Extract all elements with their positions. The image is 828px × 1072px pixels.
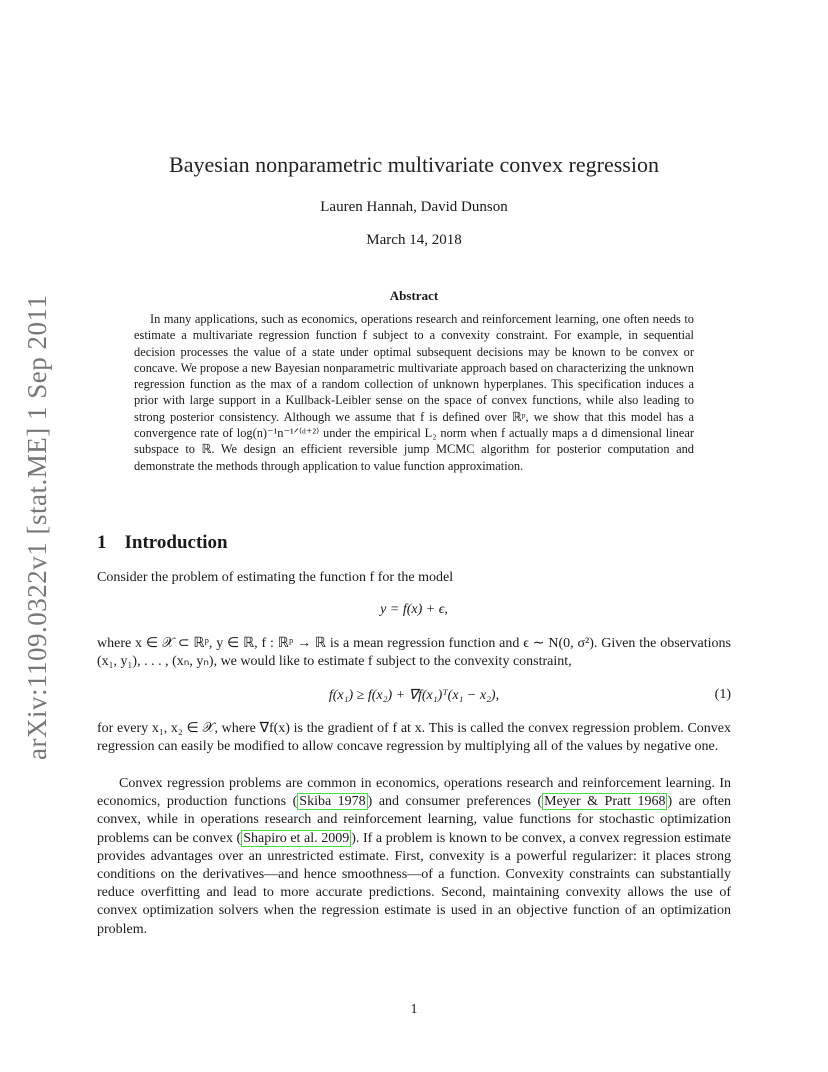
paper-date: March 14, 2018 (366, 232, 462, 248)
abstract-text: In many applications, such as economics, operations research and reinforcement learning, one often needs to estimate a multivariate regression function f subject to a convexity constraint. For example, in sequential decision processes the value of a state under optimal subsequent decisions may be known to be convex or concave. We propose a new Bayesian nonparametric multivariate approach based on characterizing the unknown regression function as the max of a random collection of unknown hyperplanes. This specification induces a prior with large support in a Kullback-Leibler sense on the space of convex functions, while also leading to strong posterior consistency. Although we assume that f is defined over ℝᵖ, we show that this model has a convergence rate of log(n)⁻¹n⁻¹ᐟ⁽ᵈ⁺²⁾ under the empirical L₂ norm when f actually maps a d dimensional linear subspace to ℝ. We design an efficient reversible jump MCMC algorithm for posterior computation and demonstrate the methods through application to value function approximation. (134, 312, 694, 473)
citation-skiba-1978[interactable]: Skiba 1978 (299, 794, 366, 810)
intro-paragraph-3: for every x₁, x₂ ∈ 𝒳, where ∇f(x) is the gradient of f at x. This is called the convex regression problem. Convex regression can easily be modified to allow concave regression by multiplying all of the values by negative one. (97, 721, 731, 755)
arxiv-sidebar (22, 294, 62, 760)
equation-number: (1) (714, 687, 731, 702)
section-heading-introduction (97, 532, 228, 554)
paper-title: Bayesian nonparametric multivariate convex regression (169, 152, 659, 177)
para4-part-c: ) are often convex, while in operations research and reinforcement learning, value functions for stochastic optimization problems can be convex ( (97, 794, 731, 846)
convexity-equation (97, 687, 731, 704)
section-number: 1 (97, 532, 107, 553)
model-equation-text: y = f(x) + ϵ, (380, 602, 448, 617)
intro-paragraph-1: Consider the problem of estimating the function f for the model (97, 570, 454, 585)
para4-part-a: Convex regression problems are common in economics, operations research and reinforcement learning. In economics, production functions ( (97, 776, 731, 810)
citation-shapiro-2009[interactable]: Shapiro et al. 2009 (243, 830, 350, 846)
intro-paragraph-4 (97, 775, 731, 939)
paper-authors: Lauren Hannah, David Dunson (320, 199, 508, 215)
abstract-heading: Abstract (389, 288, 439, 303)
para4-part-b: ) and consumer preferences ( (367, 794, 543, 810)
page-number: 1 (410, 1002, 418, 1017)
para4-part-d: ). If a problem is known to be convex, a convex regression estimate provides advantages over an unrestricted estimate. First, convexity is a powerful regularizer: it places strong conditions on the derivatives—and hence smoothness—of a function. Convexity constraints can substantially reduce overfitting and lead to more accurate predictions. Second, maintaining convexity allows the use of convex optimization solvers when the regression estimate is used in an objective function of an optimization problem. (97, 830, 731, 937)
model-equation (97, 602, 731, 618)
intro-paragraph-2: where x ∈ 𝒳 ⊂ ℝᵖ, y ∈ ℝ, f : ℝᵖ → ℝ is a mean regression function and ϵ ∼ N(0, σ²). Given the observations (x₁, y₁), . . . , (xₙ, yₙ), we would like to estimate f subject to the convexity constraint, (97, 636, 731, 670)
convexity-equation-text: f(x₁) ≥ f(x₂) + ∇f(x₁)ᵀ(x₁ − x₂), (328, 688, 500, 703)
citation-meyer-pratt-1968[interactable]: Meyer & Pratt 1968 (544, 794, 666, 810)
arxiv-identifier: arXiv:1109.0322v1 [stat.ME] 1 Sep 2011 (22, 294, 52, 760)
section-title: Introduction (124, 532, 228, 553)
